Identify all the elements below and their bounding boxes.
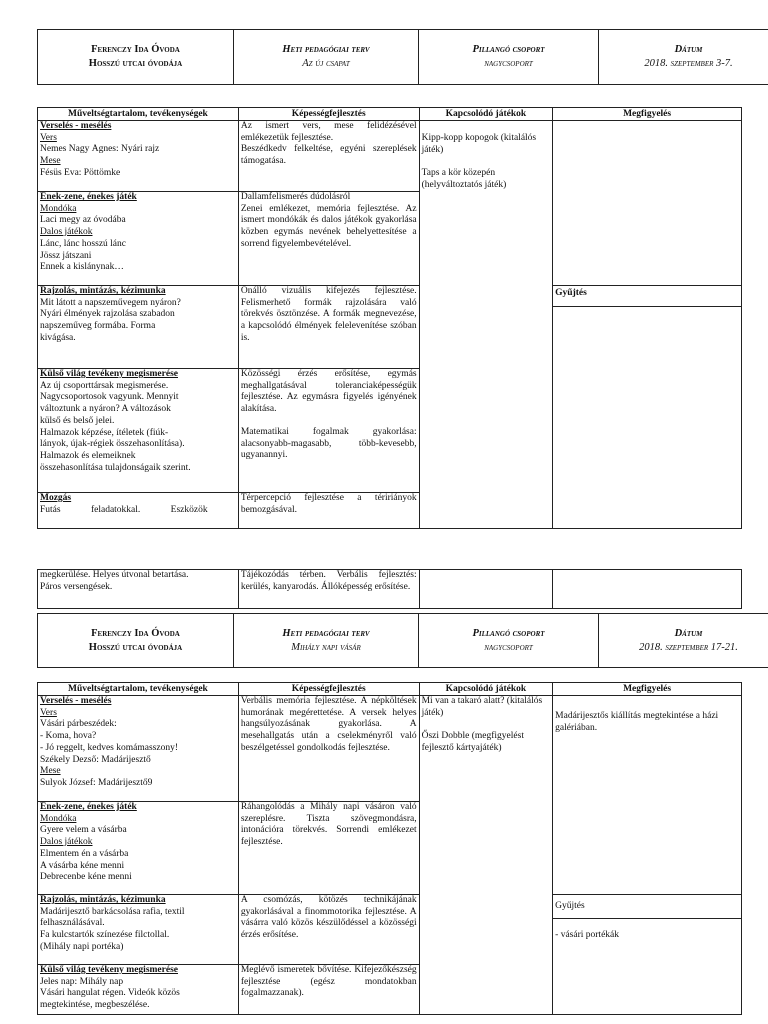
school-name: [38, 30, 234, 85]
column-header-activities: Műveltségtartalom, tevékenységek: [38, 683, 239, 696]
date-cell: [599, 30, 768, 85]
skill-text: Matematikai fogalmak gyakorlása: alacsonyabb-magasabb, több-kevesebb, ugyanannyi.: [240, 426, 417, 461]
continuation-table: [37, 569, 742, 609]
section-title: Rajzolás, mintázás, kézimunka: [40, 895, 166, 905]
games-cell: [419, 696, 553, 1015]
date-cell: [599, 614, 768, 668]
school-line-2: Hosszú utcai óvodája: [88, 58, 183, 69]
section-title: Mozgás: [40, 493, 72, 503]
plan-line-2: Az új csapat: [302, 58, 350, 69]
column-header-games: Kapcsolódó játékok: [419, 683, 553, 696]
activity-cell: [38, 121, 239, 192]
skill-cell: [238, 895, 419, 965]
plan-line-1: Heti pedagógiai terv: [282, 627, 370, 639]
skill-text: Önálló vizuális kifejezés fejlesztése. Felismerhető formák rajzolására való törekvés ösztönzése. A formák megnevezése, a kapcsolódó élmények felelevenítése szóban is.: [240, 286, 417, 343]
activity-cell: [38, 802, 239, 895]
activity-line: Nagycsoportosok vagyunk. Mennyit: [40, 392, 179, 403]
activity-line: Elmentem én a vásárba: [40, 848, 129, 859]
plan-line-2: Mihály napi vásár: [291, 641, 361, 653]
activity-line: Nyári élmények rajzolása szabadon: [40, 309, 175, 320]
activity-line: Vers: [40, 132, 57, 143]
activity-line: Mondóka: [40, 813, 77, 824]
section-title: Ének-zene, énekes játék: [40, 802, 137, 812]
observation-text: Madárijesztős kiállítás megtekintése a házi galériában.: [555, 711, 719, 733]
group-name: [419, 614, 599, 668]
header-table-2: [37, 613, 768, 668]
collection-cell: [553, 286, 742, 529]
column-header-observation: Megfigyelés: [553, 683, 742, 696]
skill-text: A csomózás, kötözés technikájának gyakorlásával a finommotorika fejlesztése. A vásárra való közös készülődéssel a közösségi érzés erősítése.: [240, 895, 417, 941]
activity-line: Dalos játékok: [40, 837, 93, 848]
activity-line: Madárijesztő barkácsolása rafia, textil: [40, 906, 185, 917]
observation-cell: [553, 696, 742, 895]
column-header-activities: Műveltségtartalom, tevékenységek: [38, 108, 239, 121]
skill-text: Beszédkedv felkeltése, egyéni szereplések támogatása.: [240, 144, 417, 167]
column-header-skills: Képességfejlesztés: [238, 108, 419, 121]
collection-label: Gyűjtés: [553, 901, 741, 919]
skill-text: Az ismert vers, mese felidézésével emlékezetük fejlesztése.: [240, 121, 417, 143]
skill-text: Meglévő ismeretek bővítése. Kifejezőkészség fejlesztése (egész mondatokban fogalmazzanak).: [240, 965, 417, 999]
activity-line: változtunk a nyáron? A változások: [40, 404, 171, 415]
observation-cell: [553, 570, 742, 609]
activity-line: - Koma, hova?: [40, 731, 97, 742]
column-header-games: Kapcsolódó játékok: [419, 108, 553, 121]
date-value: 2018. szeptember 17-21.: [639, 641, 738, 653]
date-label: Dátum: [674, 627, 703, 639]
school-line-1: Ferenczy Ida Óvoda: [91, 44, 180, 55]
activity-line: Mit látott a napszeművegem nyáron?: [40, 297, 181, 308]
skill-text: Dallamfelismerés dúdolásról: [240, 192, 351, 202]
section-title: Ének-zene, énekes játék: [40, 192, 137, 202]
activity-line: Mondóka: [40, 203, 77, 214]
activity-line: megtekintése, megbeszélése.: [40, 1000, 150, 1011]
collection-cell: [553, 895, 742, 1015]
header-table-1: [37, 29, 768, 85]
skill-cell: Tájékozódás térben. Verbális fejlesztés: kerülés, kanyarodás. Állóképesség erősítése.: [238, 570, 419, 609]
game-item: Kipp-kopp kopogok (kitalálós játék): [421, 133, 537, 155]
game-item: Taps a kör közepén (helyváltoztatós játék): [421, 168, 507, 191]
group-name: [419, 30, 599, 85]
activity-line: külső és belső jelei.: [40, 415, 115, 426]
date-value: 2018. szeptember 3-7.: [644, 58, 733, 69]
school-line-2: Hosszú utcai óvodája: [88, 641, 183, 653]
activity-cell: [38, 192, 239, 286]
game-item: Mi van a takaró alatt? (kitalálós játék): [421, 696, 543, 718]
activity-line: összehasonlítása tulajdonságaik szerint.: [40, 462, 191, 473]
skill-cell: [238, 121, 419, 192]
activity-line: kivágása.: [40, 332, 76, 343]
activity-line: (Mihály napi portéka): [40, 941, 124, 952]
activity-line: Vásári párbeszédek:: [40, 719, 117, 730]
activity-line: Jeles nap: Mihály nap: [40, 976, 124, 987]
column-header-observation: Megfigyelés: [553, 108, 742, 121]
activity-line: Páros versengések.: [40, 581, 113, 592]
activity-line: Sulyok József: Madárijesztő9: [40, 777, 153, 788]
activity-line: Futás feladatokkal. Eszközök: [40, 504, 208, 515]
group-line-2: nagycsoport: [484, 641, 533, 653]
activity-cell: [38, 493, 239, 529]
skill-cell: [238, 369, 419, 493]
activity-line: A vásárba kéne menni: [40, 860, 125, 871]
skill-cell: [238, 965, 419, 1015]
activity-cell: [38, 570, 239, 609]
observation-cell: [553, 121, 742, 286]
section-title: Rajzolás, mintázás, kézimunka: [40, 286, 166, 296]
activity-line: Jössz játszani: [40, 250, 92, 261]
plan-line-1: Heti pedagógiai terv: [282, 44, 370, 55]
group-line-1: Pillangó csoport: [472, 44, 545, 55]
skill-cell: [238, 286, 419, 369]
activity-line: felhasználásával.: [40, 918, 105, 929]
activity-line: Debrecenbe kéne menni: [40, 872, 132, 883]
activity-cell: [38, 696, 239, 802]
games-cell: [419, 570, 553, 609]
game-item: Őszi Dobble (megfigyelést fejlesztő kártyajáték): [421, 731, 524, 754]
plan-title: [234, 30, 419, 85]
collection-label: Gyűjtés: [553, 286, 741, 307]
activity-line: Halmazok és elemeiknek: [40, 450, 136, 461]
activity-line: Székely Dezső: Madárijesztő: [40, 754, 151, 765]
activity-line: Dalos játékok: [40, 227, 93, 238]
activity-line: Mese: [40, 766, 61, 777]
activity-line: megkerülése. Helyes útvonal betartása.: [40, 570, 189, 580]
activity-line: Laci megy az óvodába: [40, 215, 126, 226]
school-name: [38, 614, 234, 668]
activity-line: Halmazok képzése, ítéletek (fiúk-: [40, 427, 169, 438]
activity-line: napszeműveg formába. Forma: [40, 321, 156, 332]
activity-line: Nemes Nagy Ágnes: Nyári rajz: [40, 144, 160, 155]
activity-line: Vers: [40, 707, 57, 718]
group-line-1: Pillangó csoport: [472, 627, 545, 639]
plan-title: [234, 614, 419, 668]
skill-text: Közösségi érzés erősítése, egymás meghallgatásával toleranciaképességük fejlesztése. Az egymásra figyelés igényének alakítása.: [240, 369, 417, 415]
skill-cell: [238, 493, 419, 529]
activity-line: Ennek a kislánynak…: [40, 262, 124, 273]
games-cell: [419, 121, 553, 529]
activity-cell: [38, 286, 239, 369]
activity-line: Fésüs Éva: Pöttömke: [40, 167, 121, 178]
group-line-2: nagycsoport: [484, 58, 533, 69]
date-label: Dátum: [674, 44, 703, 55]
skill-cell: [238, 192, 419, 286]
collection-text: - vásári portékák: [555, 930, 620, 940]
activity-line: Lánc, lánc hosszú lánc: [40, 238, 126, 249]
section-title: Külső világ tevékeny megismerése: [40, 369, 178, 379]
skill-text: Térpercepció fejlesztése a téririányok bemozgásával.: [240, 493, 417, 515]
skill-cell: [238, 802, 419, 895]
activity-line: lányok, újak-régiek összehasonlítása).: [40, 439, 185, 450]
activity-cell: [38, 895, 239, 965]
activity-line: Mese: [40, 156, 61, 167]
activity-line: Gyere velem a vásárba: [40, 825, 127, 836]
skill-cell: [238, 696, 419, 802]
skill-text: Verbális memória fejlesztése. A népköltések humorának megérettetése. A versek helyes hangsúlyozásának gyakorlása. A mesehallgatás után a cselekményről való beszélgetéssel gondolkodás fejlesztése.: [240, 696, 417, 753]
column-header-skills: Képességfejlesztés: [238, 683, 419, 696]
activity-cell: [38, 965, 239, 1015]
activity-line: - Jó reggelt, kedves komámasszony!: [40, 742, 178, 753]
plan-table-1: [37, 107, 742, 529]
section-title: Verselés - mesélés: [40, 121, 112, 131]
skill-text: Zenei emlékezet, memória fejlesztése. Az ismert mondókák és dalos játékok gyakorlása közben egymás nevének behelyettesítése a sorrend figyelembevételével.: [240, 203, 417, 249]
activity-line: Az új csoporttársak megismerése.: [40, 380, 169, 391]
section-title: Külső világ tevékeny megismerése: [40, 965, 178, 975]
plan-table-2: [37, 682, 742, 1015]
activity-line: Vásári hangulat régen. Videók közös: [40, 988, 180, 999]
section-title: Verselés - mesélés: [40, 696, 112, 706]
school-line-1: Ferenczy Ida Óvoda: [91, 627, 180, 639]
skill-text: Ráhangolódás a Mihály napi vásáron való szereplésre. Tiszta szövegmondásra, intonációra törekvés. Sorrendi emlékezet fejlesztése.: [240, 802, 417, 848]
activity-cell: [38, 369, 239, 493]
activity-line: Fa kulcstartók színezése filctollal.: [40, 930, 170, 941]
